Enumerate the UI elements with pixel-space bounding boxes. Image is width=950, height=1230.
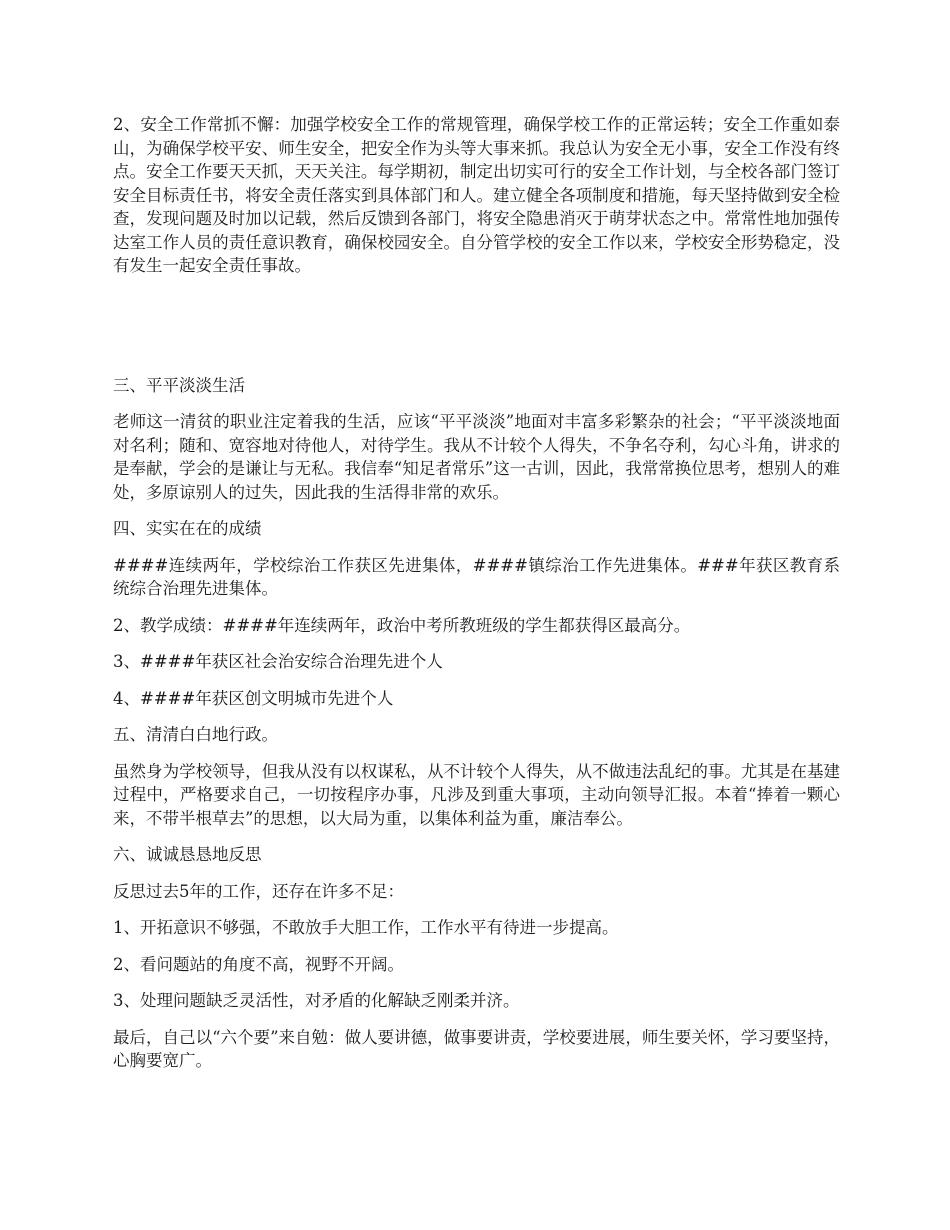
paragraph-reflection-intro: 反思过去5年的工作，还存在许多不足： (113, 881, 404, 901)
paragraph-reflection-1: 1、开拓意识不够强，不敢放手大胆工作，工作水平有待进一步提高。 (113, 918, 619, 937)
section-heading-clean-admin: 五、清清白白地行政。 (113, 725, 278, 744)
paragraph-clean-admin: 虽然身为学校领导，但我从没有以权谋私，从不计较个人得失，从不做违法乱纪的事。尤其是在基建过程中，严格要求自己，一切按程序办事，凡涉及到重大事项，主动向领导汇报。本着“捧着一颗心来，不带半根草去”的思想，以大局为重，以集体利益为重，廉洁奉公。 (113, 761, 840, 828)
paragraph-achievement-1: ####连续两年，学校综治工作获区先进集体，####镇综治工作先进集体。###年获区教育系统综合治理先进集体。 (113, 555, 840, 598)
section-heading-achievements: 四、实实在在的成绩 (113, 519, 262, 538)
paragraph-closing: 最后，自己以“六个要”来自勉：做人要讲德，做事要讲责，学校要进展，师生要关怀，学习要坚持，心胸要宽广。 (113, 1027, 840, 1070)
document-body (113, 113, 840, 1086)
section-heading-reflection: 六、诚诚恳恳地反思 (113, 845, 262, 864)
paragraph-achievement-2: 2、教学成绩：####年连续两年，政治中考所教班级的学生都获得区最高分。 (113, 615, 691, 635)
paragraph-plain-life: 老师这一清贫的职业注定着我的生活，应该“平平淡淡”地面对丰富多彩繁杂的社会；“平平淡淡地面对名利；随和、宽容地对待他人，对待学生。我从不计较个人得失，不争名夺利，勾心斗角，讲求的是奉献，学会的是谦让与无私。我信奉“知足者常乐”这一古训，因此，我常常换位思考，想别人的难处，多原谅别人的过失，因此我的生活得非常的欢乐。 (113, 412, 840, 502)
paragraph-achievement-4: 4、####年获区创文明城市先进个人 (113, 688, 394, 708)
paragraph-reflection-3: 3、处理问题缺乏灵活性，对矛盾的化解缺乏刚柔并济。 (113, 991, 520, 1010)
section-heading-plain-life: 三、平平淡淡生活 (113, 375, 245, 395)
paragraph-safety-work: 2、安全工作常抓不懈：加强学校安全工作的常规管理，确保学校工作的正常运转；安全工作重如泰山，为确保学校平安、师生安全，把安全作为头等大事来抓。我总认为安全无小事，安全工作没有终点。安全工作要天天抓，天天关注。每学期初，制定出切实可行的安全工作计划，与全校各部门签订安全目标责任书，将安全责任落实到具体部门和人。建立健全各项制度和措施，每天坚持做到安全检查，发现问题及时加以记载，然后反馈到各部门，将安全隐患消灭于萌芽状态之中。常常性地加强传达室工作人员的责任意识教育，确保校园安全。自分管学校的安全工作以来，学校安全形势稳定，没有发生一起安全责任事故。 (113, 115, 840, 275)
paragraph-achievement-3: 3、####年获区社会治安综合治理先进个人 (113, 652, 443, 671)
paragraph-reflection-2: 2、看问题站的角度不高，视野不开阔。 (113, 954, 404, 974)
